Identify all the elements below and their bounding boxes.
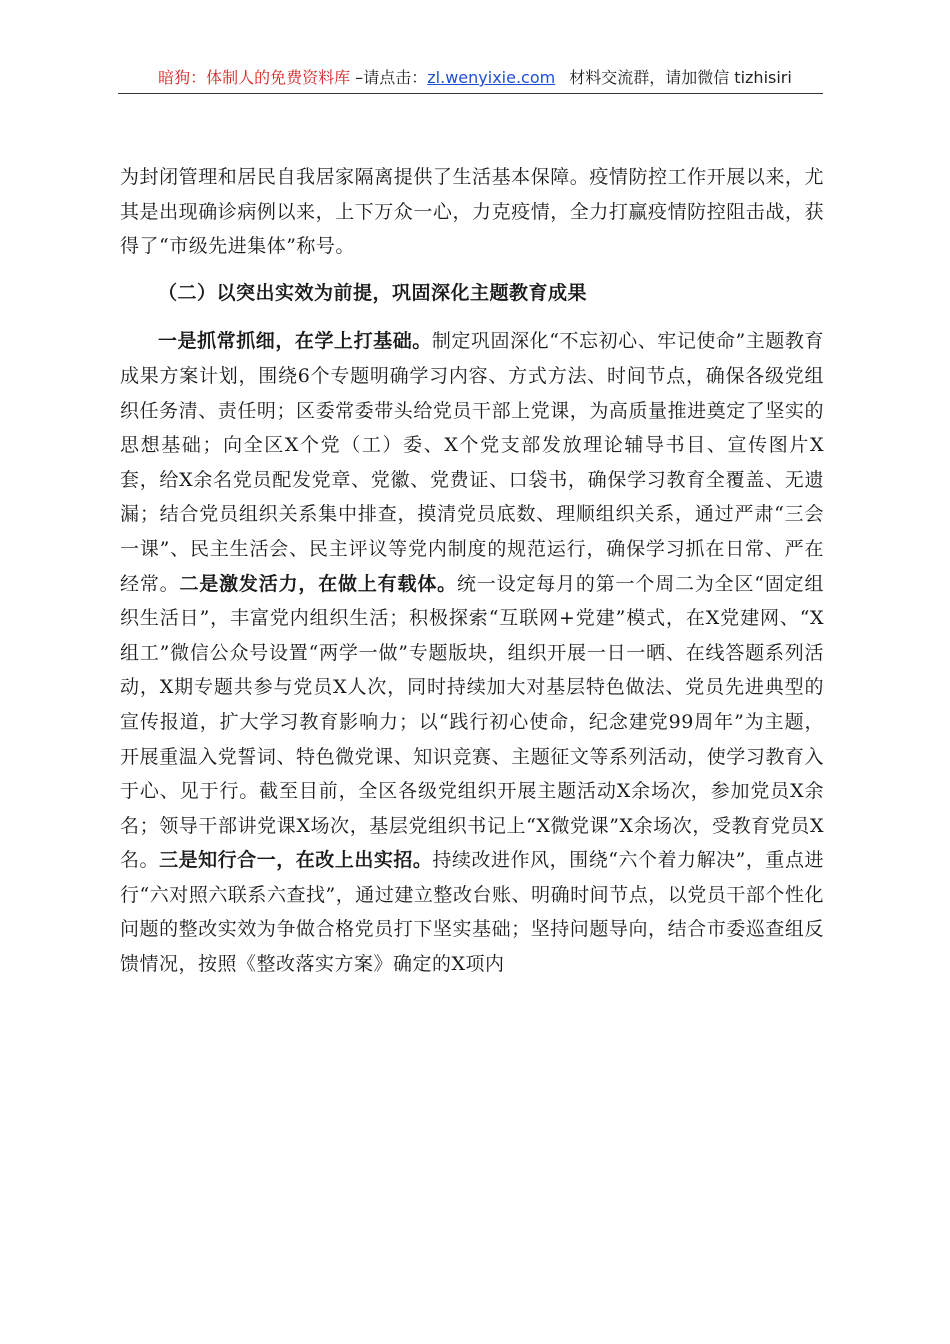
header-brand: 暗狗：体制人的免费资料库: [158, 68, 351, 87]
point-three-body: 持续改进作风，围绕“六个着力解决”，重点进行“六对照六联系六查找”，通过建立整改台账、明确时间节点，以党员干部个性化问题的整改实效为争做合格党员打下坚实基础；坚持问题导向，结合市委巡查组反馈情况，按照《整改落实方案》确定的X项内: [120, 849, 824, 976]
header-cta: –请点击：: [350, 68, 428, 87]
document-body: [120, 160, 824, 982]
paragraph-main: [120, 324, 824, 981]
header-divider: [118, 93, 823, 94]
point-two-body: 统一设定每月的第一个周二为全区“固定组织生活日”，丰富党内组织生活；积极探索“互联网+党建”模式，在X党建网、“X组工”微信公众号设置“两学一做”专题版块，组织开展一日一晒、在线答题系列活动，X期专题共参与党员X人次，同时持续加大对基层特色做法、党员先进典型的宣传报道，扩大学习教育影响力；以“践行初心使命，纪念建党99周年”为主题，开展重温入党誓词、特色微党课、知识竞赛、主题征文等系列活动，使学习教育入于心、见于行。截至目前，全区各级党组织开展主题活动X余场次，参加党员X余名；领导干部讲党课X场次，基层党组织书记上“X微党课”X余场次，受教育党员X名。: [120, 572, 824, 872]
section-heading: （二）以突出实效为前提，巩固深化主题教育成果: [158, 281, 588, 304]
watermark-header: [0, 66, 950, 90]
paragraph-continued: 为封闭管理和居民自我居家隔离提供了生活基本保障。疫情防控工作开展以来，尤其是出现确诊病例以来，上下万众一心，力克疫情，全力打赢疫情防控阻击战，获得了“市级先进集体”称号。: [120, 166, 824, 258]
header-link[interactable]: zl.wenyixie.com: [427, 68, 556, 87]
point-one-body: 制定巩固深化“不忘初心、牢记使命”主题教育成果方案计划，围绕6个专题明确学习内容、方式方法、时间节点，确保各级党组织任务清、责任明；区委常委带头给党员干部上党课，为高质量推进奠定了坚实的思想基础；向全区X个党（工）委、X个党支部发放理论辅导书目、宣传图片X套，给X余名党员配发党章、党徽、党费证、口袋书，确保学习教育全覆盖、无遗漏；结合党员组织关系集中排查，摸清党员底数、理顺组织关系，通过严肃“三会一课”、民主生活会、民主评议等党内制度的规范运行，确保学习抓在日常、严在经常。: [120, 330, 824, 595]
point-two-title: 二是激发活力，在做上有载体。: [179, 572, 457, 595]
point-three-title: 三是知行合一，在改上出实招。: [159, 849, 433, 872]
header-group-info: 材料交流群，请加微信 tizhisiri: [569, 68, 792, 87]
point-one-title: 一是抓常抓细，在学上打基础。: [158, 330, 432, 353]
